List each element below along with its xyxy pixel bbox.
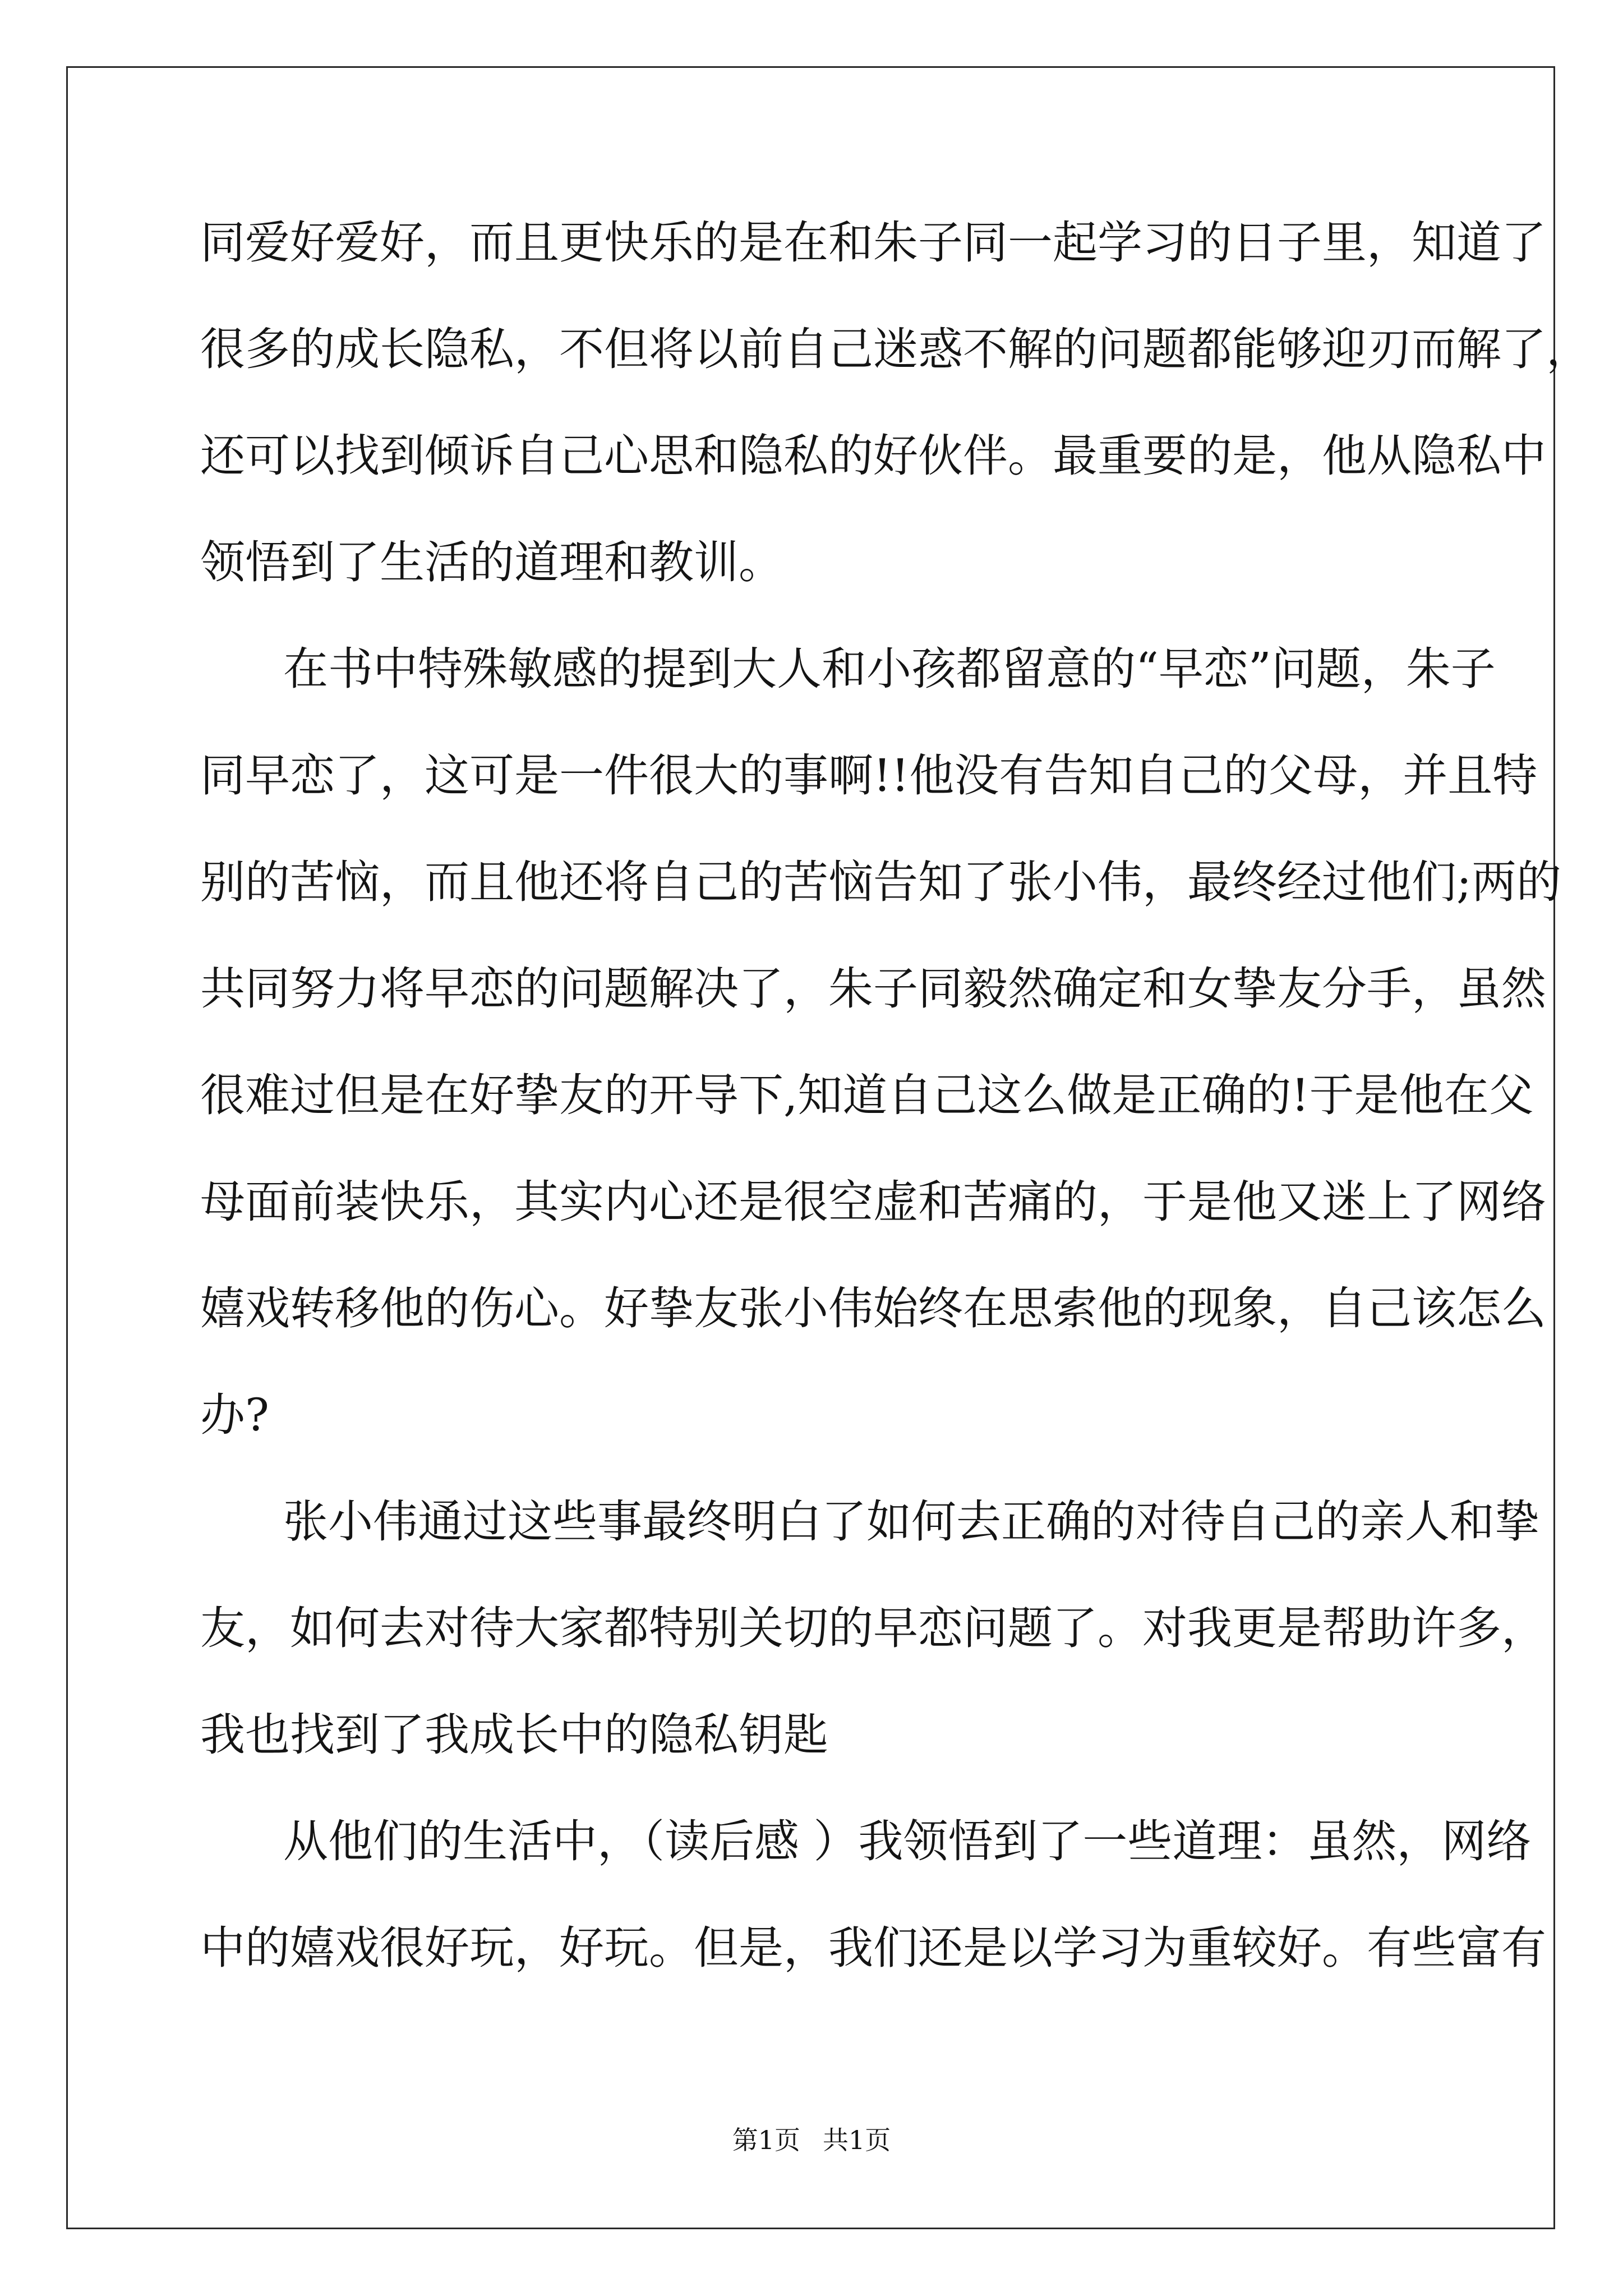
page-total: 共1页 bbox=[823, 2125, 891, 2155]
text-line: 友，如何去对待大家都特别关切的早恋问题了。对我更是帮助许多， bbox=[200, 1602, 1546, 1654]
text-line: 同爱好爱好，而且更快乐的是在和朱子同一起学习的日子里，知道了 bbox=[200, 217, 1546, 269]
text-line: 还可以找到倾诉自己心思和隐私的好伙伴。最重要的是，他从隐私中 bbox=[200, 430, 1546, 482]
text-line: 共同努力将早恋的问题解决了，朱子同毅然确定和女挚友分手，虽然 bbox=[200, 963, 1546, 1015]
text-line: 别的苦恼，而且他还将自己的苦恼告知了张小伟，最终经过他们;两的 bbox=[200, 856, 1561, 908]
paragraph-first-line: 在书中特殊敏感的提到大人和小孩都留意的“早恋”问题，朱子 bbox=[283, 643, 1496, 695]
document-body bbox=[200, 215, 1591, 2027]
text-line: 很难过但是在好挚友的开导下,知道自己这么做是正确的!于是他在父 bbox=[200, 1069, 1534, 1121]
text-line: 同早恋了，这可是一件很大的事啊!!他没有告知自己的父母，并且特 bbox=[200, 749, 1538, 802]
text-line: 中的嬉戏很好玩，好玩。但是，我们还是以学习为重较好。有些富有 bbox=[200, 1922, 1546, 1974]
page-footer bbox=[0, 2123, 1623, 2157]
text-line: 很多的成长隐私，不但将以前自己迷惑不解的问题都能够迎刃而解了， bbox=[200, 323, 1591, 375]
text-line: 我也找到了我成长中的隐私钥匙 bbox=[200, 1709, 828, 1761]
text-line: 母面前装快乐，其实内心还是很空虚和苦痛的，于是他又迷上了网络 bbox=[200, 1176, 1546, 1228]
text-line: 办? bbox=[200, 1389, 269, 1441]
text-line: 领悟到了生活的道理和教训。 bbox=[200, 536, 783, 588]
page-number: 第1页 bbox=[732, 2125, 800, 2155]
paragraph-first-line: 从他们的生活中，（读后感 ）我领悟到了一些道理：虽然，网络 bbox=[283, 1815, 1532, 1867]
paragraph-first-line: 张小伟通过这些事最终明白了如何去正确的对待自己的亲人和挚 bbox=[283, 1496, 1539, 1548]
text-line: 嬉戏转移他的伤心。好挚友张小伟始终在思索他的现象，自己该怎么 bbox=[200, 1282, 1546, 1335]
